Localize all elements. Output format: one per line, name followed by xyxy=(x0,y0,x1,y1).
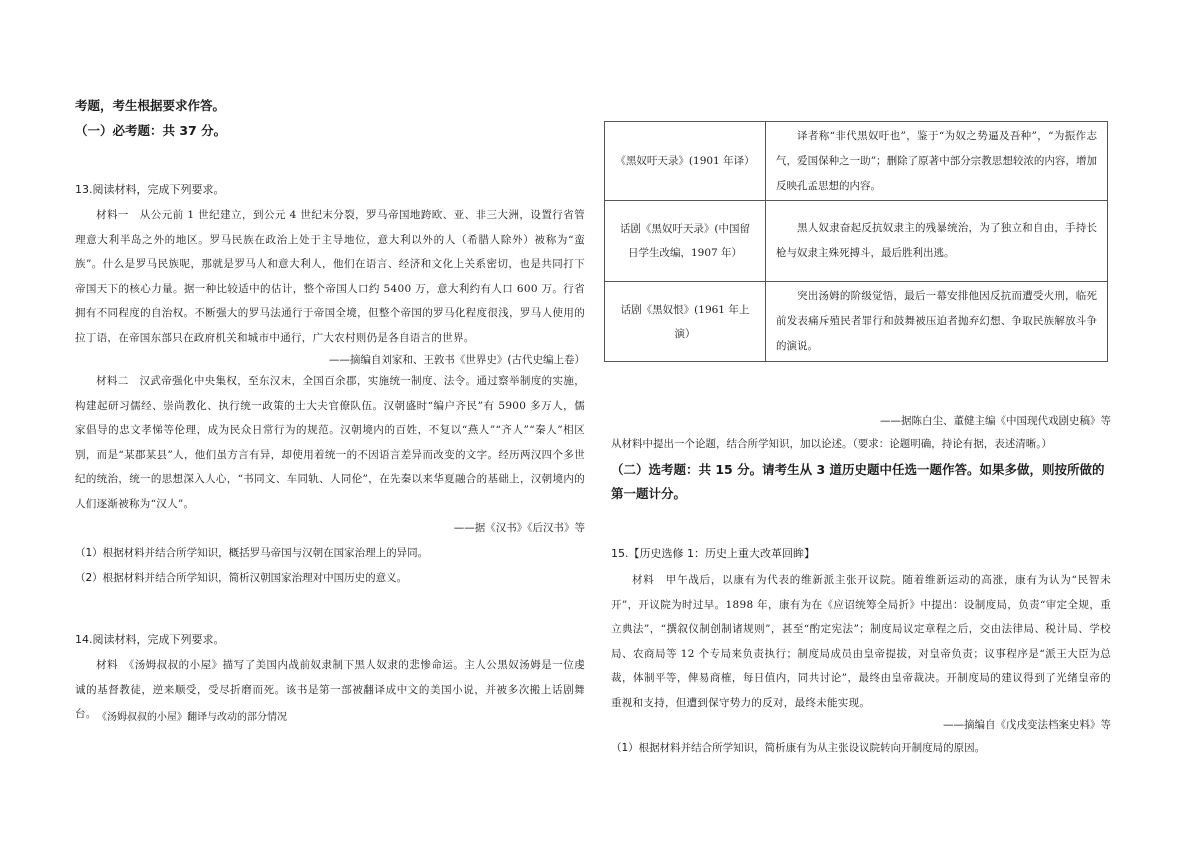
table-cell-desc: 突出汤姆的阶级觉悟，最后一幕安排他因反抗而遭受火刑，临死前发表痛斥殖民者罪行和鼓舞被压迫者抛弃幻想、争取民族解放斗争的演说。 xyxy=(766,282,1108,362)
table-source: ——据陈白尘、董健主编《中国现代戏剧史稿》等 xyxy=(880,415,1111,427)
q14-table-caption: 《汤姆叔叔的小屋》翻译与改动的部分情况 xyxy=(97,712,287,723)
q13-title: 13.阅读材料，完成下列要求。 xyxy=(75,183,225,196)
table-row xyxy=(605,122,1108,201)
q13-source-2: ——据《汉书》《后汉书》等 xyxy=(453,522,585,534)
translation-table xyxy=(604,121,1108,362)
table-cell-desc: 黑人奴隶奋起反抗奴隶主的残暴统治，为了独立和自由，手持长枪与奴隶主殊死搏斗，最后胜利出逃。 xyxy=(766,201,1108,282)
q15-source: ——摘编自《戊戌变法档案史料》等 xyxy=(943,719,1111,731)
q14-ask: 从材料中提出一个论题，结合所学知识，加以论述。（要求：论题明确，持论有据，表述清晰。） xyxy=(611,438,1052,450)
q15-material: 材料 甲午战后，以康有为代表的维新派主张开议院。随着维新运动的高涨，康有为认为“民智未开”，开议院为时过早。1898 年，康有为在《应诏统筹全局折》中提出：设制度局，负责“审定全规，重立典法”，“撰叙仪制创制诸规则”，甚至“酌定宪法”；制度局议定章程之后，交由法律局、税计局、学校局、农商局等 12 个专局来负责执行；制度局成员由皇帝提拔，对皇帝负责；议事程序是“派王大臣为总裁，体制平等，俾易商榷，每日值内，同共讨论”，最终由皇帝裁决。开制度局的建议得到了光绪皇帝的重视和支持，但遭到保守势力的反对，最终未能实现。 xyxy=(611,574,1111,709)
table-cell-work: 话剧《黑奴恨》(1961 年上演） xyxy=(605,282,766,362)
exam-intro: 考题，考生根据要求作答。 xyxy=(75,98,226,113)
q14-material: 材料 《汤姆叔叔的小屋》描写了美国内战前奴隶制下黑人奴隶的悲惨命运。主人公黑奴汤姆是一位虔诚的基督教徒，逆来顺受，受尽折磨而死。该书是第一部被翻译成中文的美国小说，并被多次搬上话剧舞台。 xyxy=(75,659,585,720)
table-row xyxy=(605,201,1108,282)
q13-ask-2: （2）根据材料并结合所学知识，简析汉朝国家治理对中国历史的意义。 xyxy=(75,572,408,584)
q13-ask-1: （1）根据材料并结合所学知识，概括罗马帝国与汉朝在国家治理上的异同。 xyxy=(75,547,429,559)
section-optional-heading: （二）选考题：共 15 分。请考生从 3 道历史题中任选一题作答。如果多做，则按所做的第一题计分。 xyxy=(611,462,1105,501)
section-required-heading: （一）必考题：共 37 分。 xyxy=(75,123,227,138)
q13-material-2: 材料二 汉武帝强化中央集权，至东汉末，全国百余郡，实施统一制度、法令。通过察举制度的实施，构建起研习儒经、崇尚教化、执行统一政策的士大夫官僚队伍。汉朝盛时“编户齐民”有 5900 多万人，儒家倡导的忠文孝悌等伦理，成为民众日常行为的规范。汉朝境内的百姓，不复以“燕人”“齐人”“秦人”相区别，而是“某郡某县”人，他们虽方言有异，却使用着统一的不因语言差异而改变的文字。经历两汉四个多世纪的统治，统一的思想深入人心，“书同文、车同轨、人同伦”，在先秦以来华夏融合的基础上，汉朝境内的人们逐渐被称为“汉人”。 xyxy=(75,375,585,510)
q15-ask-1: （1）根据材料并结合所学知识，简析康有为从主张设议院转向开制度局的原因。 xyxy=(611,742,986,754)
q15-title: 15.【历史选修 1：历史上重大改革回眸】 xyxy=(611,547,815,560)
q13-source-1: ——摘编自刘家和、王敦书《世界史》(古代史编上卷） xyxy=(328,354,585,366)
q13-material-1: 材料一 从公元前 1 世纪建立，到公元 4 世纪末分裂，罗马帝国地跨欧、亚、非三大洲，设置行省管理意大利半岛之外的地区。罗马民族在政治上处于主导地位，意大利以外的人（希腊人除外）被称为“蛮族”。什么是罗马民族呢，那就是罗马人和意大利人，他们在语言、经济和文化上关系密切，也是共同打下帝国天下的核心力量。据一种比较适中的估计，整个帝国人口约 5400 万，意大利约有人口 600 万。行省拥有不同程度的自治权。不断强大的罗马法通行于帝国全境，但整个帝国的罗马化程度很浅，罗马人使用的拉丁语，在帝国东部只在政府机关和城市中通行，广大农村则仍是各自语言的世界。 xyxy=(75,209,585,344)
table-cell-work: 话剧《黑奴吁天录》(中国留日学生改编，1907 年） xyxy=(605,201,766,282)
q14-title: 14.阅读材料，完成下列要求。 xyxy=(75,633,225,646)
table-cell-work: 《黑奴吁天录》(1901 年译） xyxy=(605,122,766,201)
table-row xyxy=(605,282,1108,362)
table-cell-desc: 译者称“非代黑奴吁也”，鉴于“为奴之势逼及吾种”，“为振作志气，爱国保种之一助”；删除了原著中部分宗教思想较浓的内容，增加反映孔孟思想的内容。 xyxy=(766,122,1108,201)
